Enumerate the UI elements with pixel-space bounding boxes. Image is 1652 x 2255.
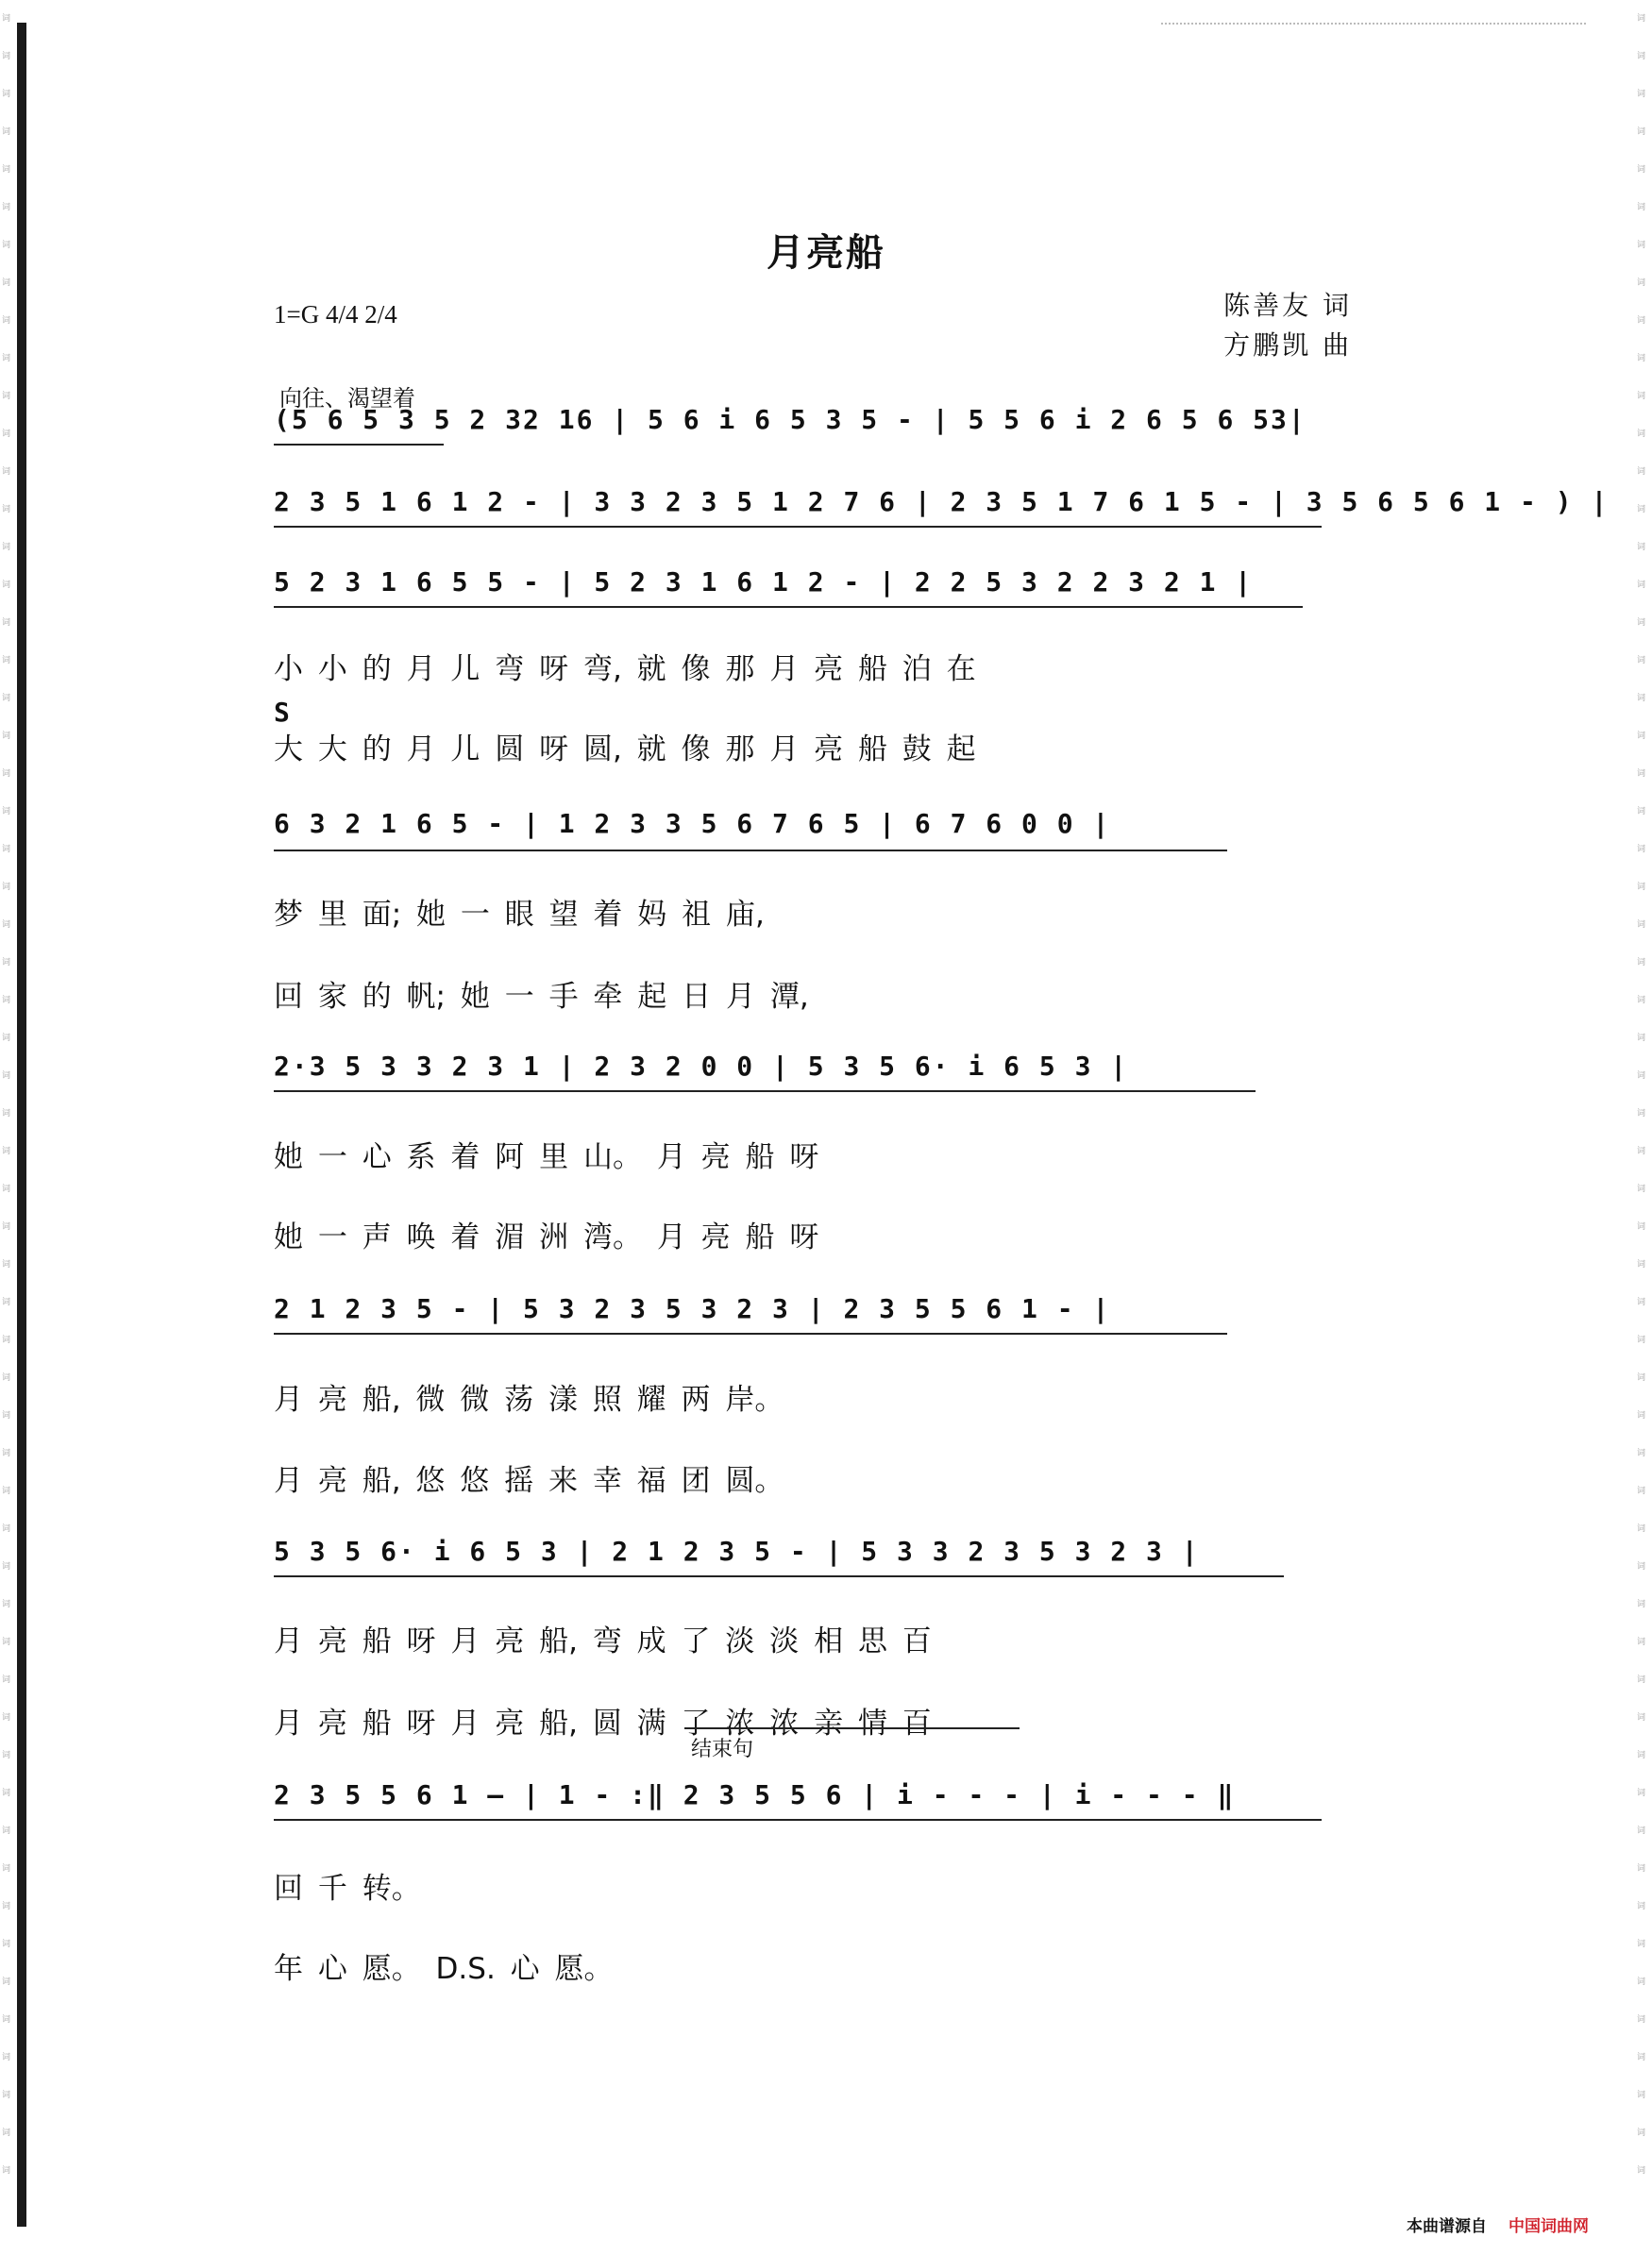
beam-line: [274, 526, 1322, 528]
footer-source-label: 本曲谱源自: [1407, 2217, 1487, 2236]
watermark-glyph: 词: [1637, 732, 1646, 741]
watermark-glyph: 词: [1637, 1562, 1646, 1572]
watermark-glyph: 词: [1637, 1524, 1646, 1534]
watermark-glyph: 词: [1637, 165, 1646, 175]
watermark-glyph: 词: [1637, 1222, 1646, 1232]
watermark-glyph: 词: [1637, 883, 1646, 892]
watermark-glyph: 词: [2, 1600, 11, 1609]
watermark-glyph: 词: [2, 278, 11, 288]
watermark-glyph: 词: [1637, 1298, 1646, 1307]
watermark-glyph: 词: [2, 127, 11, 137]
watermark-glyph: 词: [2, 1524, 11, 1534]
watermark-glyph: 词: [1637, 996, 1646, 1005]
watermark-glyph: 词: [1637, 1940, 1646, 1949]
watermark-glyph: 词: [2, 52, 11, 61]
lyric-row: 月 亮 船, 悠 悠 摇 来 幸 福 团 圆。: [274, 1464, 784, 1498]
watermark-glyph: 词: [1637, 354, 1646, 363]
watermark-glyph: 词: [2, 1902, 11, 1911]
watermark-glyph: 词: [1637, 1751, 1646, 1760]
watermark-glyph: 词: [1637, 392, 1646, 401]
watermark-glyph: 词: [1637, 1675, 1646, 1685]
watermark-glyph: 词: [1637, 14, 1646, 24]
watermark-glyph: 词: [2, 429, 11, 439]
watermark-glyph: 词: [1637, 1336, 1646, 1345]
watermark-glyph: 词: [1637, 958, 1646, 968]
notation-row: 5 3 5 6· i 6 5 3 | 2 1 2 3 5 - | 5 3 3 2 3 5 3 2 3 |: [274, 1536, 1200, 1567]
watermark-glyph: 词: [2, 1109, 11, 1119]
notation-row: 2·3 5 3 3 2 3 1 | 2 3 2 0 0 | 5 3 5 6· i 6 5 3 |: [274, 1051, 1129, 1082]
watermark-glyph: 词: [2, 1185, 11, 1194]
watermark-glyph: 词: [2, 1751, 11, 1760]
watermark-glyph: 词: [2, 165, 11, 175]
lyric-row: 小 小 的 月 儿 弯 呀 弯, 就 像 那 月 亮 船 泊 在: [274, 652, 976, 686]
watermark-glyph: 词: [2, 1487, 11, 1496]
watermark-glyph: 词: [1637, 581, 1646, 590]
notation-row: (5 6 5 3 5 2 32 16 | 5 6 i 6 5 3 5 - | 5 5 6 i 2 6 5 6 53|: [274, 404, 1306, 435]
lyric-row: 月 亮 船, 微 微 荡 漾 照 耀 两 岸。: [274, 1383, 784, 1417]
watermark-glyph: 词: [1637, 2129, 1646, 2138]
scan-dotted-edge: [1161, 23, 1586, 25]
watermark-glyph: 词: [2, 2015, 11, 2025]
watermark-glyph: 词: [2, 581, 11, 590]
beam-line: [274, 606, 1303, 608]
key-signature: 1=G 4/4 2/4: [274, 300, 397, 328]
watermark-glyph: 词: [2, 1336, 11, 1345]
watermark-glyph: 词: [2, 14, 11, 24]
watermark-glyph: 词: [1637, 127, 1646, 137]
watermark-glyph: 词: [2, 1071, 11, 1081]
composer-credit: 方鹏凯 曲: [1223, 329, 1352, 361]
watermark-glyph: 词: [1637, 1034, 1646, 1043]
lyric-row: 梦 里 面; 她 一 眼 望 着 妈 祖 庙,: [274, 898, 765, 932]
lyric-row: 回 家 的 帆; 她 一 手 牵 起 日 月 潭,: [274, 980, 809, 1014]
notation-row: 2 1 2 3 5 - | 5 3 2 3 5 3 2 3 | 2 3 5 5 6 1 - |: [274, 1293, 1111, 1324]
footer-site-name: 中国词曲网: [1509, 2217, 1589, 2236]
watermark-glyph: 词: [1637, 90, 1646, 99]
watermark-glyph: 词: [2, 1260, 11, 1270]
watermark-glyph: 词: [1637, 1071, 1646, 1081]
lyricist-credit: 陈善友 词: [1223, 290, 1352, 321]
notation-row: 2 3 5 1 6 1 2 - | 3 3 2 3 5 1 2 7 6 | 2 3 5 1 7 6 1 5 - | 3 5 6 5 6 1 - ) |: [274, 486, 1610, 517]
watermark-glyph: 词: [1637, 920, 1646, 930]
watermark-glyph: 词: [1637, 2091, 1646, 2100]
watermark-glyph: 词: [2, 694, 11, 703]
watermark-glyph: 词: [1637, 467, 1646, 477]
watermark-glyph: 词: [2, 1864, 11, 1874]
lyric-row: 大 大 的 月 儿 圆 呀 圆, 就 像 那 月 亮 船 鼓 起: [274, 732, 976, 766]
watermark-glyph: 词: [1637, 1373, 1646, 1383]
watermark-glyph: 词: [1637, 694, 1646, 703]
watermark-glyph: 词: [1637, 2166, 1646, 2176]
watermark-glyph: 词: [2, 354, 11, 363]
watermark-strip-left: [2, 0, 15, 2255]
ending-label: 结束句: [691, 1738, 754, 1761]
watermark-glyph: 词: [2, 2053, 11, 2062]
watermark-glyph: 词: [2, 2166, 11, 2176]
watermark-glyph: 词: [1637, 316, 1646, 326]
watermark-glyph: 词: [1637, 429, 1646, 439]
watermark-glyph: 词: [2, 996, 11, 1005]
watermark-glyph: 词: [2, 845, 11, 854]
watermark-glyph: 词: [1637, 505, 1646, 514]
watermark-glyph: 词: [2, 241, 11, 250]
watermark-glyph: 词: [1637, 203, 1646, 212]
beam-line: [274, 444, 444, 446]
watermark-glyph: 词: [1637, 1449, 1646, 1458]
watermark-glyph: 词: [1637, 1977, 1646, 1987]
watermark-glyph: 词: [2, 1940, 11, 1949]
watermark-glyph: 词: [2, 1562, 11, 1572]
watermark-glyph: 词: [1637, 1185, 1646, 1194]
beam-line: [274, 850, 1227, 851]
watermark-glyph: 词: [2, 2129, 11, 2138]
watermark-glyph: 词: [1637, 1826, 1646, 1836]
beam-line: [274, 1575, 1284, 1577]
watermark-glyph: 词: [2, 732, 11, 741]
watermark-glyph: 词: [2, 1638, 11, 1647]
lyric-row: 年 心 愿。 D.S. 心 愿。: [274, 1952, 614, 1986]
watermark-glyph: 词: [2, 543, 11, 552]
watermark-glyph: 词: [1637, 1147, 1646, 1156]
watermark-glyph: 词: [2, 1789, 11, 1798]
watermark-strip-right: [1637, 0, 1650, 2255]
watermark-glyph: 词: [1637, 52, 1646, 61]
watermark-glyph: 词: [2, 807, 11, 816]
watermark-glyph: 词: [2, 392, 11, 401]
watermark-glyph: 词: [1637, 1713, 1646, 1723]
watermark-glyph: 词: [2, 1449, 11, 1458]
watermark-glyph: 词: [1637, 1411, 1646, 1421]
watermark-glyph: 词: [2, 1373, 11, 1383]
watermark-glyph: 词: [2, 1977, 11, 1987]
watermark-glyph: 词: [2, 920, 11, 930]
watermark-glyph: 词: [1637, 1260, 1646, 1270]
watermark-glyph: 词: [2, 505, 11, 514]
watermark-glyph: 词: [2, 1713, 11, 1723]
lyric-row: 月 亮 船 呀 月 亮 船, 圆 满 了 浓 浓 亲 情 百: [274, 1707, 932, 1741]
watermark-glyph: 词: [2, 467, 11, 477]
watermark-glyph: 词: [2, 2091, 11, 2100]
notation-row: 5 2 3 1 6 5 5 - | 5 2 3 1 6 1 2 - | 2 2 5 3 2 2 3 2 1 |: [274, 566, 1254, 597]
beam-line: [274, 1090, 1256, 1092]
watermark-glyph: 词: [1637, 1864, 1646, 1874]
lyric-row: 月 亮 船 呀 月 亮 船, 弯 成 了 淡 淡 相 思 百: [274, 1624, 932, 1658]
watermark-glyph: 词: [1637, 1600, 1646, 1609]
lyric-row: 她 一 心 系 着 阿 里 山。 月 亮 船 呀: [274, 1140, 819, 1174]
watermark-glyph: 词: [2, 1826, 11, 1836]
lyric-row: 回 千 转。: [274, 1872, 421, 1906]
watermark-glyph: 词: [1637, 1902, 1646, 1911]
segno-mark: S: [274, 697, 292, 728]
watermark-glyph: 词: [2, 90, 11, 99]
watermark-glyph: 词: [2, 618, 11, 628]
watermark-glyph: 词: [2, 316, 11, 326]
watermark-glyph: 词: [1637, 278, 1646, 288]
watermark-glyph: 词: [2, 1675, 11, 1685]
watermark-glyph: 词: [1637, 845, 1646, 854]
ending-bracket: [684, 1727, 1020, 1729]
watermark-glyph: 词: [2, 883, 11, 892]
beam-line: [274, 1819, 1322, 1821]
watermark-glyph: 词: [2, 1298, 11, 1307]
watermark-glyph: 词: [2, 203, 11, 212]
watermark-glyph: 词: [1637, 656, 1646, 665]
watermark-glyph: 词: [1637, 1638, 1646, 1647]
watermark-glyph: 词: [1637, 618, 1646, 628]
watermark-glyph: 词: [1637, 1487, 1646, 1496]
scan-edge-left: [17, 23, 26, 2227]
notation-row: 6 3 2 1 6 5 - | 1 2 3 3 5 6 7 6 5 | 6 7 6 0 0 |: [274, 808, 1111, 839]
watermark-glyph: 词: [1637, 1789, 1646, 1798]
tempo-mark: 向往、渴望着: [279, 385, 415, 412]
watermark-glyph: 词: [1637, 241, 1646, 250]
watermark-glyph: 词: [1637, 2015, 1646, 2025]
lyric-row: 她 一 声 唤 着 湄 洲 湾。 月 亮 船 呀: [274, 1220, 819, 1254]
notation-row: 2 3 5 5 6 1 — | 1 - :‖ 2 3 5 5 6 | i - - - | i - - - ‖: [274, 1779, 1236, 1810]
watermark-glyph: 词: [2, 769, 11, 779]
watermark-glyph: 词: [2, 656, 11, 665]
watermark-glyph: 词: [1637, 807, 1646, 816]
watermark-glyph: 词: [2, 1147, 11, 1156]
watermark-glyph: 词: [2, 1222, 11, 1232]
watermark-glyph: 词: [2, 1411, 11, 1421]
beam-line: [274, 1333, 1227, 1335]
watermark-glyph: 词: [1637, 1109, 1646, 1119]
watermark-glyph: 词: [2, 958, 11, 968]
watermark-glyph: 词: [1637, 769, 1646, 779]
watermark-glyph: 词: [2, 1034, 11, 1043]
watermark-glyph: 词: [1637, 543, 1646, 552]
song-title: 月亮船: [767, 230, 885, 275]
watermark-glyph: 词: [1637, 2053, 1646, 2062]
